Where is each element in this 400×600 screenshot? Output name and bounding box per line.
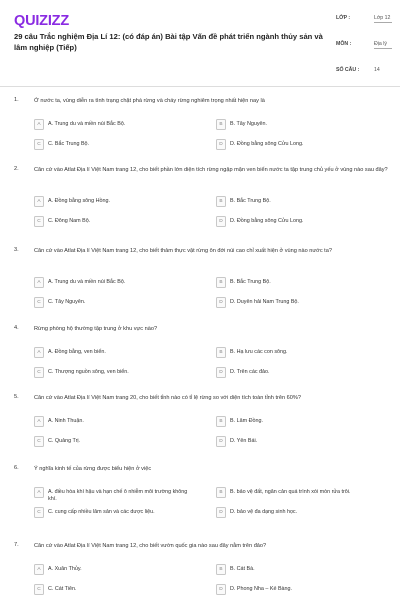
option-letter-box: C xyxy=(34,436,44,447)
option-text: B. Hạ lưu các con sông. xyxy=(230,349,288,355)
option-letter-box: A xyxy=(34,487,44,498)
answer-option-c[interactable] xyxy=(34,297,186,310)
option-text: D. bảo vệ đa dạng sinh học. xyxy=(230,509,298,515)
option-letter-box: B xyxy=(216,487,226,498)
question-number: 2. xyxy=(14,166,19,172)
answer-option-c[interactable] xyxy=(34,436,186,449)
answer-option-a[interactable] xyxy=(34,487,186,500)
meta-label: LỚP : xyxy=(336,15,351,21)
option-text: B. bảo vệ đất, ngăn cản quá trình xói mòn rửa trôi. xyxy=(230,489,351,495)
option-letter-box: B xyxy=(216,277,226,288)
question-number: 4. xyxy=(14,325,19,331)
option-text: B. Lâm Đồng. xyxy=(230,418,263,424)
option-text: A. điều hòa khí hậu và hạn chế ô nhiễm môi trường không khí. xyxy=(48,489,188,502)
answer-option-a[interactable] xyxy=(34,416,186,429)
answer-option-b[interactable] xyxy=(216,416,368,429)
answer-option-b[interactable] xyxy=(216,196,368,209)
option-letter-box: A xyxy=(34,347,44,358)
option-letter-box: B xyxy=(216,564,226,575)
answer-option-a[interactable] xyxy=(34,277,186,290)
option-letter-box: C xyxy=(34,507,44,518)
option-letter-box: C xyxy=(34,584,44,595)
option-text: C. cung cấp nhiều lâm sản và các dược liệu. xyxy=(48,509,155,515)
answer-option-a[interactable] xyxy=(34,347,186,360)
option-text: B. Tây Nguyên. xyxy=(230,121,268,127)
answer-option-d[interactable] xyxy=(216,367,368,380)
answer-option-c[interactable] xyxy=(34,584,186,597)
option-text: A. Xuân Thủy. xyxy=(48,566,82,572)
answer-option-d[interactable] xyxy=(216,436,368,449)
option-text: C. Thượng nguồn sông, ven biển. xyxy=(48,369,129,375)
option-letter-box: C xyxy=(34,367,44,378)
option-letter-box: A xyxy=(34,416,44,427)
option-text: B. Cát Bà. xyxy=(230,566,255,572)
option-text: C. Tây Nguyên. xyxy=(48,299,86,305)
option-letter-box: C xyxy=(34,297,44,308)
header-divider xyxy=(0,86,400,87)
option-text: C. Bắc Trung Bộ. xyxy=(48,141,90,147)
question-number: 1. xyxy=(14,97,19,103)
option-letter-box: D xyxy=(216,367,226,378)
worksheet-header xyxy=(0,0,400,86)
option-letter-box: B xyxy=(216,416,226,427)
answer-option-c[interactable] xyxy=(34,216,186,229)
option-text: A. Trung du và miền núi Bắc Bộ. xyxy=(48,121,126,127)
option-letter-box: D xyxy=(216,507,226,518)
question-text: Căn cứ vào Atlat Địa lí Việt Nam trang 12, cho biết phần lớn diện tích rừng ngập mặn ven biển nước ta tập trung chủ yếu ở vùng nào sau đây? xyxy=(34,167,388,173)
option-letter-box: D xyxy=(216,139,226,150)
worksheet-title: 29 câu Trắc nghiệm Địa Lí 12: (có đáp án) Bài tập Vấn đề phát triển ngành thủy sản và lâm nghiệp (Tiếp) xyxy=(14,32,323,52)
option-text: B. Bắc Trung Bộ. xyxy=(230,279,271,285)
answer-option-c[interactable] xyxy=(34,139,186,152)
meta-value: 14 xyxy=(374,67,380,73)
question-text: Căn cứ vào Atlat Địa lí Việt Nam trang 12, cho biết vườn quốc gia nào sau đây nằm trên đảo? xyxy=(34,543,267,549)
option-text: C. Quảng Trị. xyxy=(48,438,81,444)
question-text: Ý nghĩa kinh tế của rừng được biểu hiện ở việc xyxy=(34,466,152,472)
answer-option-d[interactable] xyxy=(216,584,368,597)
option-text: D. Duyên hải Nam Trung Bộ. xyxy=(230,299,299,305)
answer-option-b[interactable] xyxy=(216,564,368,577)
option-text: A. Đồng bằng, ven biển. xyxy=(48,349,106,355)
answer-option-b[interactable] xyxy=(216,347,368,360)
meta-label: SỐ CÂU : xyxy=(336,67,360,73)
answer-option-a[interactable] xyxy=(34,564,186,577)
meta-label: MÔN : xyxy=(336,41,352,47)
option-letter-box: D xyxy=(216,297,226,308)
answer-option-c[interactable] xyxy=(34,507,186,520)
question-number: 5. xyxy=(14,394,19,400)
option-text: B. Bắc Trung Bộ. xyxy=(230,198,271,204)
option-text: C. Đông Nam Bộ. xyxy=(48,218,91,224)
meta-value: Địa lý xyxy=(374,41,392,49)
answer-option-d[interactable] xyxy=(216,216,368,229)
option-text: A. Đồng bằng sông Hồng. xyxy=(48,198,111,204)
question-text: Căn cứ vào Atlat Địa lí Việt Nam trang 12, cho biết thảm thực vật rừng ôn đới núi cao chỉ xuất hiện ở vùng nào nước ta? xyxy=(34,248,332,254)
option-letter-box: C xyxy=(34,139,44,150)
option-text: D. Đồng bằng sông Cửu Long. xyxy=(230,218,304,224)
option-letter-box: B xyxy=(216,196,226,207)
answer-option-d[interactable] xyxy=(216,507,368,520)
option-letter-box: B xyxy=(216,347,226,358)
option-letter-box: B xyxy=(216,119,226,130)
option-letter-box: D xyxy=(216,584,226,595)
answer-option-c[interactable] xyxy=(34,367,186,380)
option-text: C. Cát Tiên. xyxy=(48,586,77,592)
option-letter-box: C xyxy=(34,216,44,227)
option-text: A. Ninh Thuận. xyxy=(48,418,84,424)
question-number: 6. xyxy=(14,465,19,471)
option-text: A. Trung du và miền núi Bắc Bộ. xyxy=(48,279,126,285)
answer-option-a[interactable] xyxy=(34,119,186,132)
meta-row-subject xyxy=(336,38,394,64)
question-number: 7. xyxy=(14,542,19,548)
quizizz-logo: QUIZIZZ xyxy=(14,13,69,29)
question-number: 3. xyxy=(14,247,19,253)
answer-option-b[interactable] xyxy=(216,487,368,500)
answer-option-d[interactable] xyxy=(216,297,368,310)
meta-value: Lớp 12 xyxy=(374,15,391,21)
option-letter-box: D xyxy=(216,436,226,447)
answer-option-b[interactable] xyxy=(216,277,368,290)
option-letter-box: A xyxy=(34,196,44,207)
option-text: D. Phong Nha – Kẻ Bàng. xyxy=(230,586,293,592)
option-text: D. Yên Bái. xyxy=(230,438,258,444)
question-text: Ở nước ta, vùng diễn ra tình trạng chặt phá rừng và cháy rừng nghiêm trọng nhất hiện nay là xyxy=(34,98,265,104)
answer-option-a[interactable] xyxy=(34,196,186,209)
option-text: D. Trên các đảo. xyxy=(230,369,270,375)
option-letter-box: A xyxy=(34,119,44,130)
option-letter-box: A xyxy=(34,564,44,575)
option-text: D. Đồng bằng sông Cửu Long. xyxy=(230,141,304,147)
answer-option-b[interactable] xyxy=(216,119,368,132)
question-text: Căn cứ vào Atlat Địa lí Việt Nam trang 20, cho biết tỉnh nào có tỉ lệ rừng so với diện tích toàn tỉnh trên 60%? xyxy=(34,395,301,401)
option-letter-box: D xyxy=(216,216,226,227)
answer-option-d[interactable] xyxy=(216,139,368,152)
question-text: Rừng phòng hộ thường tập trung ở khu vực nào? xyxy=(34,326,158,332)
option-letter-box: A xyxy=(34,277,44,288)
meta-row-class xyxy=(336,12,394,38)
worksheet-meta xyxy=(336,12,394,90)
